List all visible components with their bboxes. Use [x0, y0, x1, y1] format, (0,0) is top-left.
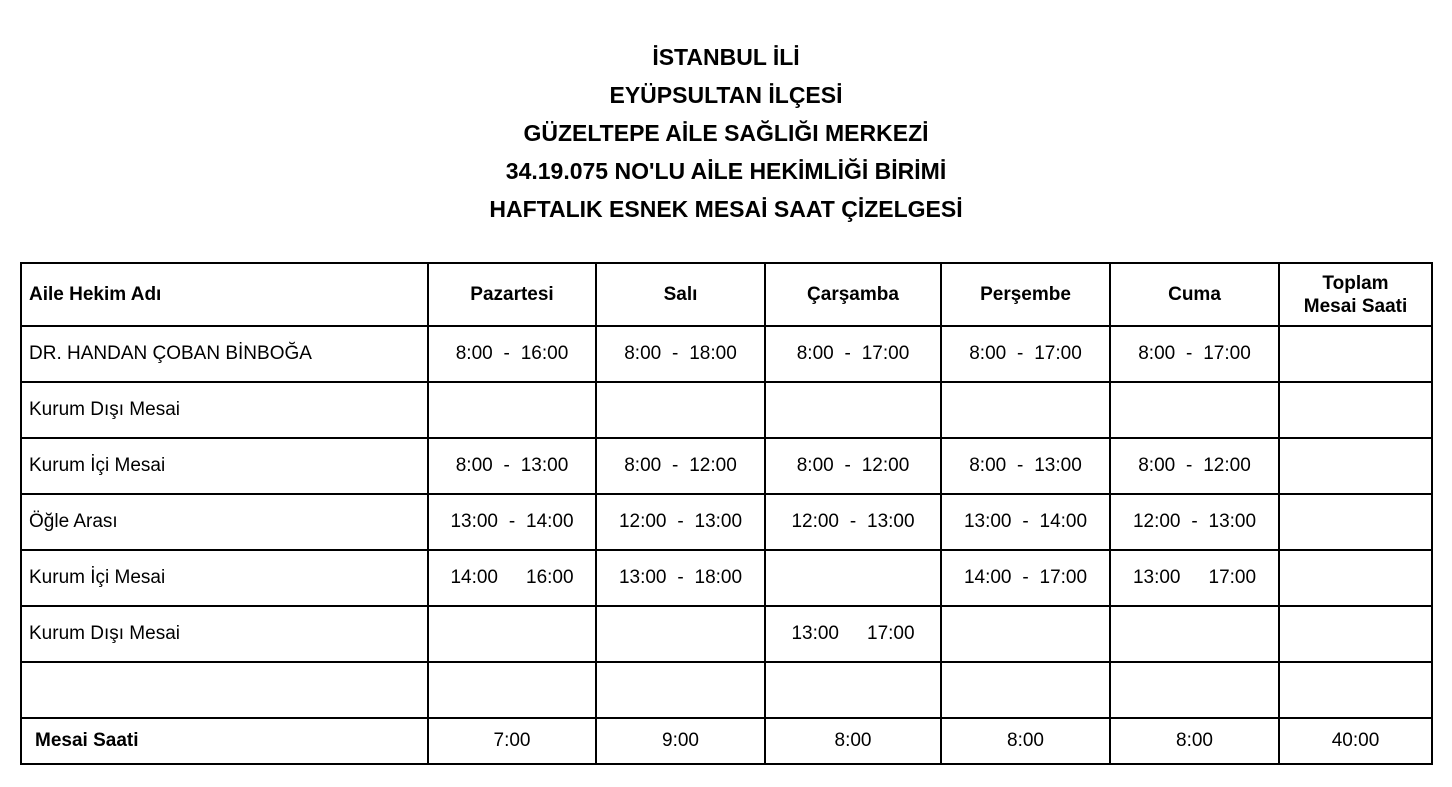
table-header-row	[21, 263, 1432, 326]
time-end: 13:00	[867, 511, 915, 532]
time-cell-monday	[428, 438, 596, 494]
row-total-cell	[1279, 606, 1432, 662]
row-total-cell	[1279, 438, 1432, 494]
time-cell-monday	[428, 494, 596, 550]
time-range	[1138, 343, 1251, 365]
header-health-center: GÜZELTEPE AİLE SAĞLIĞI MERKEZİ	[523, 120, 929, 146]
time-range	[619, 567, 742, 589]
time-separator: -	[844, 455, 851, 476]
column-header-tuesday: Salı	[596, 263, 765, 326]
summary-hours-tuesday: 9:00	[596, 718, 765, 764]
column-header-friday: Cuma	[1110, 263, 1279, 326]
row-label: DR. HANDAN ÇOBAN BİNBOĞA	[21, 326, 428, 382]
time-cell-tuesday	[596, 550, 765, 606]
time-separator: -	[1017, 455, 1024, 476]
time-start: 8:00	[455, 343, 493, 364]
time-end: 14:00	[1039, 511, 1088, 532]
time-cell-monday	[428, 606, 596, 662]
time-cell-friday	[1110, 494, 1279, 550]
summary-hours-monday: 7:00	[428, 718, 596, 764]
column-header-monday: Pazartesi	[428, 263, 596, 326]
weekly-schedule-table	[20, 262, 1433, 765]
time-cell-friday	[1110, 382, 1279, 438]
time-range	[964, 511, 1087, 533]
column-header-wednesday: Çarşamba	[765, 263, 941, 326]
time-start: 8:00	[796, 343, 834, 364]
row-label: Kurum Dışı Mesai	[21, 382, 428, 438]
time-start: 8:00	[969, 343, 1007, 364]
row-label: Kurum İçi Mesai	[21, 438, 428, 494]
row-label	[21, 662, 428, 718]
time-start: 8:00	[1138, 455, 1176, 476]
time-cell-wednesday	[765, 438, 941, 494]
time-separator: -	[677, 567, 684, 588]
time-end: 17:00	[867, 623, 915, 644]
table-row	[21, 494, 1432, 550]
time-separator: -	[672, 343, 679, 364]
time-end: 13:00	[694, 511, 743, 532]
time-start: 8:00	[624, 455, 662, 476]
time-cell-wednesday	[765, 550, 941, 606]
time-cell-thursday	[941, 662, 1110, 718]
time-cell-friday	[1110, 662, 1279, 718]
time-range	[450, 567, 573, 589]
time-cell-thursday	[941, 606, 1110, 662]
time-cell-friday	[1110, 438, 1279, 494]
time-separator: -	[1017, 343, 1024, 364]
time-start: 8:00	[1138, 343, 1176, 364]
time-cell-tuesday	[596, 438, 765, 494]
row-total-cell	[1279, 494, 1432, 550]
time-range	[1133, 511, 1256, 533]
time-end: 17:00	[1039, 567, 1088, 588]
time-cell-tuesday	[596, 326, 765, 382]
table-row	[21, 326, 1432, 382]
column-header-total	[1279, 263, 1432, 326]
time-range	[797, 343, 910, 365]
time-end: 17:00	[1203, 343, 1251, 364]
time-cell-monday	[428, 382, 596, 438]
time-start: 12:00	[618, 511, 667, 532]
time-end: 16:00	[526, 567, 574, 588]
time-cell-monday	[428, 326, 596, 382]
time-range	[456, 455, 569, 477]
time-start: 12:00	[791, 511, 839, 532]
time-end: 12:00	[689, 455, 737, 476]
time-start: 8:00	[624, 343, 662, 364]
column-header-total-line2: Mesai Saati	[1303, 295, 1408, 317]
row-label: Kurum Dışı Mesai	[21, 606, 428, 662]
time-cell-wednesday	[765, 494, 941, 550]
table-row	[21, 606, 1432, 662]
time-separator: -	[1186, 343, 1193, 364]
time-cell-thursday	[941, 550, 1110, 606]
time-cell-friday	[1110, 606, 1279, 662]
row-total-cell	[1279, 326, 1432, 382]
table-row	[21, 382, 1432, 438]
time-range	[624, 455, 737, 477]
time-separator: -	[1022, 567, 1029, 588]
table-row	[21, 662, 1432, 718]
time-cell-monday	[428, 662, 596, 718]
time-end: 12:00	[1203, 455, 1251, 476]
summary-hours-wednesday: 8:00	[765, 718, 941, 764]
time-start: 12:00	[1132, 511, 1181, 532]
time-separator: -	[508, 511, 516, 532]
time-cell-thursday	[941, 494, 1110, 550]
time-end: 12:00	[861, 455, 910, 476]
row-total-cell	[1279, 382, 1432, 438]
time-range	[791, 623, 914, 645]
time-cell-thursday	[941, 326, 1110, 382]
column-header-thursday: Perşembe	[941, 263, 1110, 326]
table-row	[21, 438, 1432, 494]
time-start: 14:00	[450, 567, 498, 588]
time-cell-thursday	[941, 382, 1110, 438]
summary-hours-friday: 8:00	[1110, 718, 1279, 764]
time-range	[797, 455, 910, 477]
time-cell-friday	[1110, 550, 1279, 606]
row-label: Kurum İçi Mesai	[21, 550, 428, 606]
summary-label: Mesai Saati	[21, 718, 428, 764]
time-separator: -	[672, 455, 679, 476]
time-end: 17:00	[861, 343, 910, 364]
time-end: 17:00	[1034, 343, 1082, 364]
time-end: 16:00	[520, 343, 569, 364]
time-end: 13:00	[1034, 455, 1082, 476]
row-total-cell	[1279, 550, 1432, 606]
column-header-total-line1: Toplam	[1322, 272, 1389, 294]
summary-total-hours: 40:00	[1279, 718, 1432, 764]
row-total-cell	[1279, 662, 1432, 718]
summary-row	[21, 718, 1432, 764]
time-range	[969, 343, 1082, 365]
time-cell-wednesday	[765, 662, 941, 718]
header-unit: 34.19.075 NO'LU AİLE HEKİMLİĞİ BİRİMİ	[505, 158, 947, 184]
time-cell-thursday	[941, 438, 1110, 494]
time-range	[619, 511, 742, 533]
time-cell-tuesday	[596, 606, 765, 662]
time-range	[791, 511, 914, 533]
time-start: 8:00	[969, 455, 1007, 476]
time-start: 8:00	[796, 455, 834, 476]
time-cell-tuesday	[596, 662, 765, 718]
document-header	[0, 38, 1452, 228]
time-end: 18:00	[689, 343, 737, 364]
time-range	[1138, 455, 1251, 477]
time-separator: -	[849, 511, 857, 532]
time-start: 13:00	[618, 567, 667, 588]
summary-hours-thursday: 8:00	[941, 718, 1110, 764]
time-start: 13:00	[963, 511, 1012, 532]
time-separator: -	[1186, 455, 1193, 476]
time-separator: -	[844, 343, 851, 364]
time-end: 18:00	[694, 567, 743, 588]
time-separator: -	[677, 511, 684, 532]
time-cell-tuesday	[596, 494, 765, 550]
time-start: 14:00	[963, 567, 1012, 588]
time-end: 13:00	[1208, 511, 1257, 532]
time-range	[969, 455, 1082, 477]
time-end: 14:00	[526, 511, 574, 532]
time-separator: -	[1191, 511, 1198, 532]
time-cell-wednesday	[765, 606, 941, 662]
time-range	[624, 343, 737, 365]
table-row	[21, 550, 1432, 606]
time-cell-tuesday	[596, 382, 765, 438]
time-end: 13:00	[520, 455, 569, 476]
time-range	[456, 343, 569, 365]
header-district: EYÜPSULTAN İLÇESİ	[609, 82, 843, 108]
time-range	[450, 511, 573, 533]
header-province: İSTANBUL İLİ	[652, 44, 800, 70]
time-start: 13:00	[1132, 567, 1181, 588]
row-label: Öğle Arası	[21, 494, 428, 550]
time-separator: -	[503, 343, 510, 364]
time-separator: -	[503, 455, 510, 476]
time-cell-friday	[1110, 326, 1279, 382]
time-end: 17:00	[1208, 567, 1257, 588]
column-header-name: Aile Hekim Adı	[21, 263, 428, 326]
time-separator: -	[1022, 511, 1029, 532]
time-cell-monday	[428, 550, 596, 606]
time-range	[1133, 567, 1256, 589]
time-start: 8:00	[455, 455, 493, 476]
time-start: 13:00	[791, 623, 839, 644]
time-cell-wednesday	[765, 326, 941, 382]
time-range	[964, 567, 1087, 589]
time-cell-wednesday	[765, 382, 941, 438]
time-start: 13:00	[450, 511, 498, 532]
header-schedule-title: HAFTALIK ESNEK MESAİ SAAT ÇİZELGESİ	[489, 196, 963, 222]
